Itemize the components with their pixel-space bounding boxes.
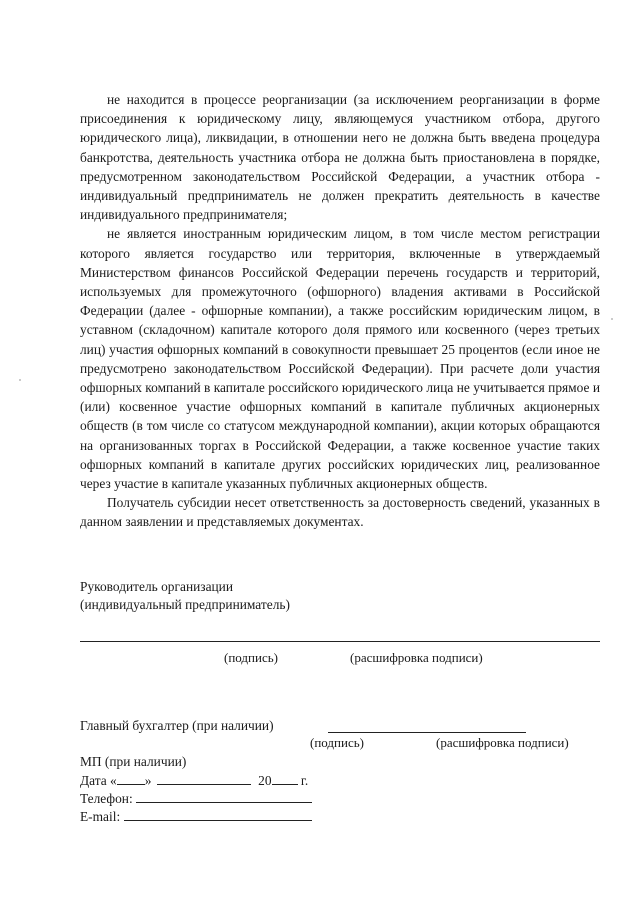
accountant-signature-caption: (подпись)	[310, 735, 364, 750]
scan-artifact	[19, 379, 21, 381]
date-month-field[interactable]	[157, 771, 251, 785]
scan-artifact	[611, 318, 613, 320]
head-signature-caption: (подпись)	[224, 650, 278, 665]
email-row	[80, 807, 312, 826]
phone-row	[80, 789, 312, 808]
head-decoding-caption: (расшифровка подписи)	[350, 650, 483, 665]
date-year-prefix: 20	[258, 773, 272, 788]
date-day-field[interactable]	[117, 771, 145, 785]
email-field[interactable]	[124, 807, 312, 821]
accountant-label: Главный бухгалтер (при наличии)	[80, 718, 274, 733]
head-title	[80, 578, 290, 614]
date-year-field[interactable]	[272, 771, 298, 785]
email-label: E-mail:	[80, 809, 121, 824]
paragraph-responsibility: Получатель субсидии несет ответственность за достоверность сведений, указанных в данном заявлении и представляемых документах.	[80, 495, 600, 530]
phone-label: Телефон:	[80, 791, 133, 806]
head-title-line1: Руководитель организации	[80, 579, 234, 594]
date-row	[80, 771, 308, 790]
phone-field[interactable]	[136, 789, 312, 803]
accountant-signature-line	[328, 732, 526, 733]
head-title-line2: (индивидуальный предприниматель)	[80, 597, 290, 612]
head-signature-line	[80, 641, 600, 642]
document-body	[80, 90, 600, 532]
date-label: Дата «	[80, 773, 117, 788]
stamp-label: МП (при наличии)	[80, 754, 187, 769]
paragraph-offshore: не является иностранным юридическим лицом, в том числе местом регистрации которого является государство или территория, включенные в утверждаемый Министерством финансов Российской Федерации перечень государств и территорий, используемых для промежуточного (офшорного) владения активами в Российской Федерации (далее - офшорные компании), а также российским юридическим лицом, в уставном (складочном) капитале которого доля прямого или косвенного (через третьих лиц) участия офшорных компаний в совокупности превышает 25 процентов (если иное не предусмотрено законодательством Российской Федерации). При расчете доли участия офшорных компаний в капитале российского юридического лица не учитывается прямое и (или) косвенное участие офшорных компаний в капитале публичных акционерных обществ (в том числе со статусом международной компании), акции которых обращаются на организованных торгах в Российской Федерации, а также косвенное участие таких офшорных компаний в капитале других российских юридических лиц, реализованное через участие в капитале указанных публичных акционерных обществ.	[80, 226, 600, 492]
accountant-decoding-caption: (расшифровка подписи)	[436, 735, 569, 750]
paragraph-reorganization: не находится в процессе реорганизации (за исключением реорганизации в форме присоединения к юридическому лицу, являющемуся участником отбора, другого юридического лица), ликвидации, в отношении него не должна быть введена процедура банкротства, деятельность участника отбора не должна быть приостановлена в порядке, предусмотренном законодательством Российской Федерации, а участник отбора - индивидуальный предприниматель не должен прекратить деятельность в качестве индивидуального предпринимателя;	[80, 92, 600, 223]
date-suffix: г.	[300, 773, 309, 788]
date-mid: »	[144, 773, 152, 788]
